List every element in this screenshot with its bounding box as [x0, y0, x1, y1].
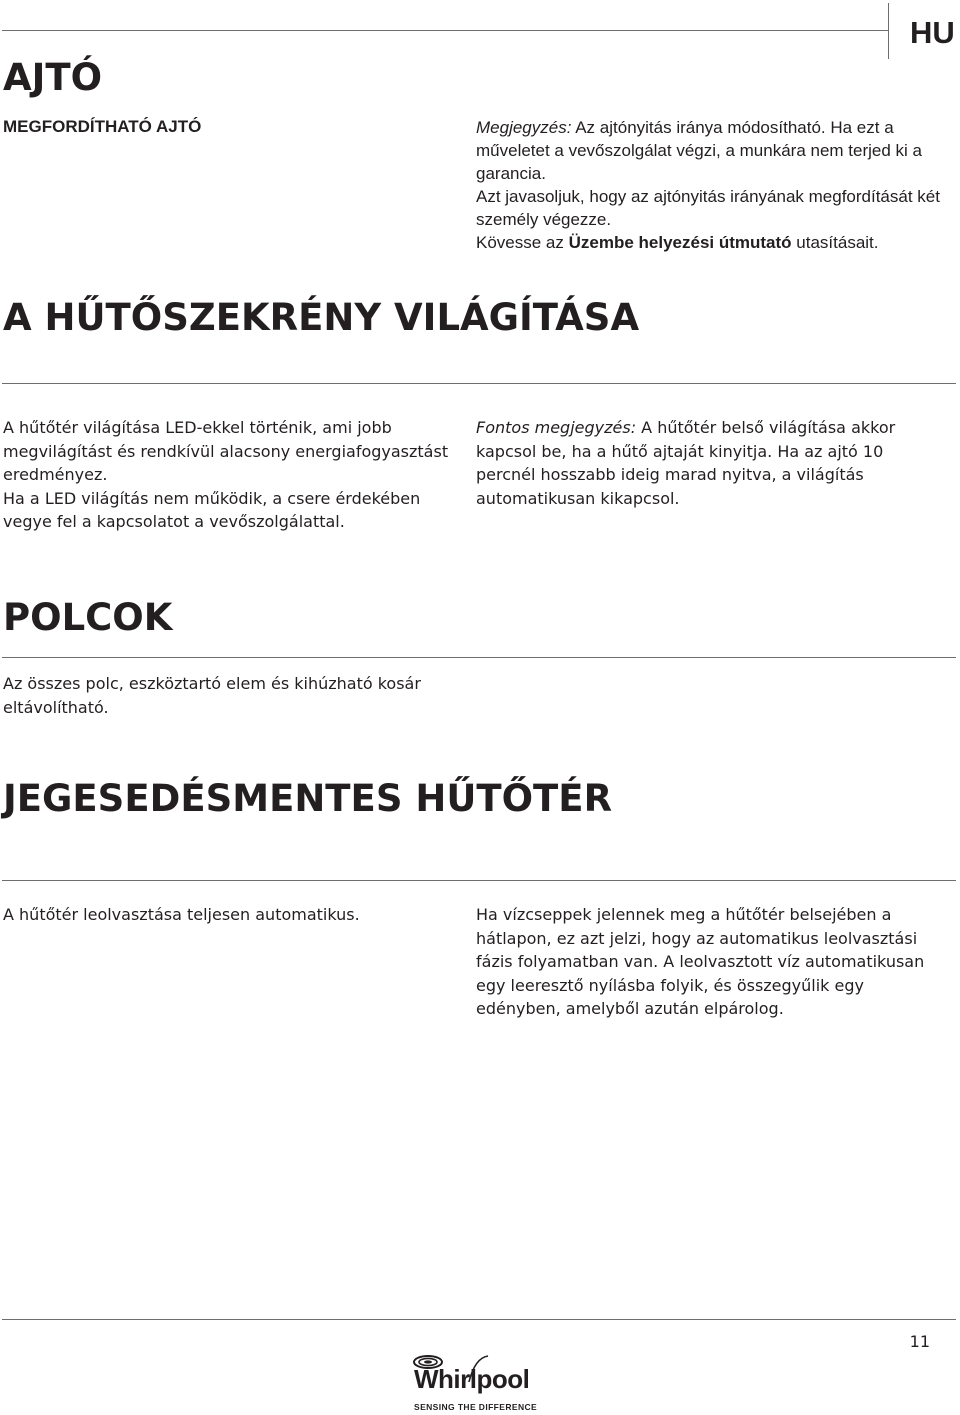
door-follow-instructions	[476, 231, 946, 254]
door-note	[476, 116, 946, 254]
section-title-door: AJTÓ	[3, 56, 103, 99]
section-title-shelves: POLCOK	[3, 596, 173, 639]
door-follow-manual: Üzembe helyezési útmutató	[568, 233, 792, 252]
lighting-led-paragraph: A hűtőtér világítása LED-ekkel történik, ami jobb megvilágítást és rendkívül alacsony energiafogyasztást eredményez.	[3, 418, 449, 484]
language-code: HU	[910, 15, 955, 50]
whirlpool-logo	[400, 1352, 538, 1414]
door-recommendation: Azt javasoljuk, hogy az ajtónyitás irányának megfordítását két személy végezze.	[476, 187, 940, 229]
shelves-text: Az összes polc, eszköztartó elem és kihúzható kosár eltávolítható.	[3, 674, 421, 717]
door-note-label: Megjegyzés:	[476, 118, 572, 137]
door-follow-suffix: utasításait.	[791, 233, 879, 252]
lighting-right-text	[476, 416, 926, 510]
nofrost-left-text: A hűtőtér leolvasztása teljesen automatikus.	[3, 905, 360, 924]
top-rule	[2, 30, 888, 31]
language-tab	[888, 0, 960, 60]
nofrost-right-text: Ha vízcseppek jelennek meg a hűtőtér belsejében a hátlapon, ez azt jelzi, hogy az automatikus leolvasztási fázis folyamatban van. A leolvasztott víz automatikusan egy leeresztő nyílásba folyik, és összegyűlik egy edényben, amelyből azután elpárolog.	[476, 905, 925, 1018]
section-title-nofrost: JEGESEDÉSMENTES HŰTŐTÉR	[3, 777, 613, 820]
lighting-note-text: A hűtőtér belső világítása akkor kapcsol be, ha a hűtő ajtaját kinyitja. Ha az ajtó 10 percnél hosszabb ideig marad nyitva, a világítás automatikusan kikapcsol.	[476, 418, 896, 508]
door-note-paragraph	[476, 116, 946, 185]
lighting-rule	[2, 383, 956, 384]
lighting-left-text	[3, 416, 453, 534]
section-title-lighting: A HŰTŐSZEKRÉNY VILÁGÍTÁSA	[3, 296, 640, 339]
brand-name: Whirlpool	[414, 1364, 530, 1394]
brand-tagline: SENSING THE DIFFERENCE	[414, 1402, 538, 1412]
lighting-service-paragraph: Ha a LED világítás nem működik, a csere érdekében vegye fel a kapcsolatot a vevőszolgálattal.	[3, 488, 421, 531]
door-note-text: Az ajtónyitás iránya módosítható. Ha ezt a műveletet a vevőszolgálat végzi, a munkára nem terjed ki a garancia.	[476, 118, 923, 183]
lighting-note-label: Fontos megjegyzés:	[476, 418, 637, 437]
nofrost-rule	[2, 880, 956, 881]
footer-rule	[2, 1319, 956, 1320]
door-subheading: MEGFORDÍTHATÓ AJTÓ	[3, 117, 202, 136]
shelves-rule	[2, 657, 956, 658]
page-number: 11	[909, 1332, 930, 1351]
language-tab-divider	[888, 3, 889, 59]
door-follow-prefix: Kövesse az	[476, 233, 569, 252]
